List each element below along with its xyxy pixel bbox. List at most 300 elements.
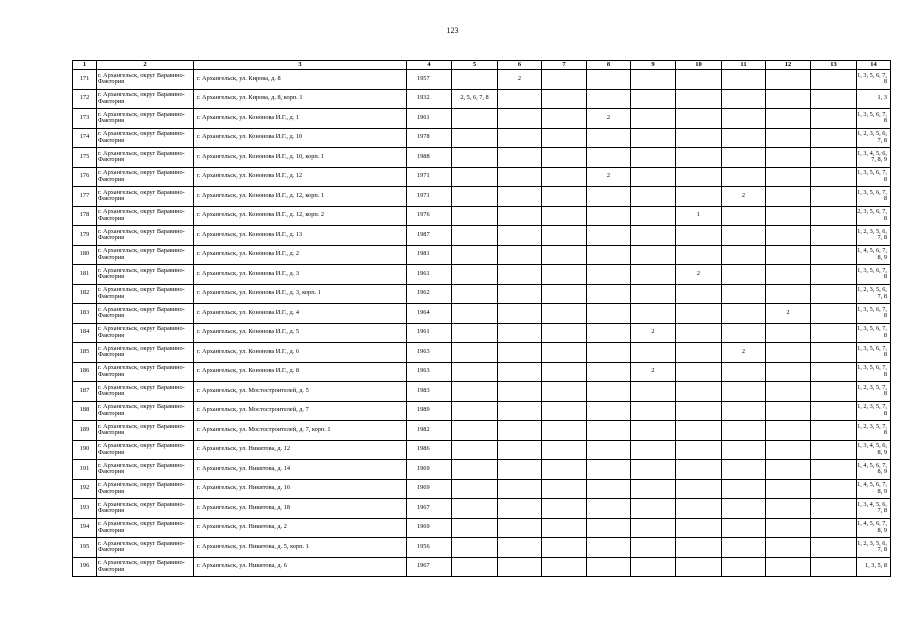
year-cell: 1971 xyxy=(407,187,452,207)
col7-cell xyxy=(542,187,587,207)
column-header-1: 1 xyxy=(73,61,97,70)
col14-cell: 1, 3, 5, 6, 7, 8 xyxy=(857,109,891,129)
col9-cell xyxy=(631,148,676,168)
address-cell: г. Архангельск, ул. Кононова И.Г., д. 12, корп. 2 xyxy=(194,206,407,226)
col11-cell xyxy=(722,460,766,480)
district-cell: г. Архангельск, округ Варавино-Фактория xyxy=(97,284,194,304)
col7-cell xyxy=(542,89,587,109)
row-number: 194 xyxy=(73,518,97,538)
col13-cell xyxy=(811,382,857,402)
col5-cell xyxy=(452,128,498,148)
col13-cell xyxy=(811,128,857,148)
col6-cell xyxy=(498,460,542,480)
district-cell: г. Архангельск, округ Варавино-Фактория xyxy=(97,499,194,519)
col13-cell xyxy=(811,284,857,304)
col14-cell: 1, 3, 5, 8 xyxy=(857,557,891,577)
col11-cell xyxy=(722,284,766,304)
col5-cell xyxy=(452,109,498,129)
header-row xyxy=(73,61,891,70)
col13-cell xyxy=(811,89,857,109)
col12-cell xyxy=(766,557,811,577)
col9-cell xyxy=(631,304,676,324)
col12-cell xyxy=(766,167,811,187)
table-row xyxy=(73,284,891,304)
table-row xyxy=(73,382,891,402)
district-cell: г. Архангельск, округ Варавино-Фактория xyxy=(97,148,194,168)
col12-cell xyxy=(766,206,811,226)
col12-cell xyxy=(766,89,811,109)
col11-cell xyxy=(722,89,766,109)
table-row xyxy=(73,479,891,499)
col5-cell xyxy=(452,226,498,246)
col6-cell xyxy=(498,206,542,226)
row-number: 188 xyxy=(73,401,97,421)
col11-cell xyxy=(722,362,766,382)
col7-cell xyxy=(542,226,587,246)
col7-cell xyxy=(542,518,587,538)
col14-cell: 1, 3, 5, 6, 7, 8 xyxy=(857,167,891,187)
row-number: 187 xyxy=(73,382,97,402)
address-cell: г. Архангельск, ул. Мостостроителей, д. 7, корп. 1 xyxy=(194,421,407,441)
row-number: 191 xyxy=(73,460,97,480)
address-cell: г. Архангельск, ул. Кононова И.Г., д. 3, корп. 1 xyxy=(194,284,407,304)
col12-cell xyxy=(766,382,811,402)
year-cell: 1956 xyxy=(407,538,452,558)
column-header-6: 6 xyxy=(498,61,542,70)
district-cell: г. Архангельск, округ Варавино-Фактория xyxy=(97,245,194,265)
col6-cell xyxy=(498,538,542,558)
col13-cell xyxy=(811,518,857,538)
col13-cell xyxy=(811,187,857,207)
col5-cell xyxy=(452,265,498,285)
district-cell: г. Архангельск, округ Варавино-Фактория xyxy=(97,421,194,441)
col13-cell xyxy=(811,206,857,226)
row-number: 195 xyxy=(73,538,97,558)
address-cell: г. Архангельск, ул. Кирова, д. 8 xyxy=(194,70,407,90)
address-cell: г. Архангельск, ул. Никитова, д. 14 xyxy=(194,460,407,480)
table-row xyxy=(73,187,891,207)
col10-cell xyxy=(676,128,722,148)
table-row xyxy=(73,128,891,148)
col8-cell xyxy=(587,187,631,207)
column-header-5: 5 xyxy=(452,61,498,70)
col11-cell xyxy=(722,304,766,324)
col6-cell xyxy=(498,499,542,519)
col6-cell xyxy=(498,401,542,421)
district-cell: г. Архангельск, округ Варавино-Фактория xyxy=(97,167,194,187)
col5-cell xyxy=(452,479,498,499)
district-cell: г. Архангельск, округ Варавино-Фактория xyxy=(97,109,194,129)
col7-cell xyxy=(542,362,587,382)
col7-cell xyxy=(542,148,587,168)
col11-cell xyxy=(722,70,766,90)
column-header-8: 8 xyxy=(587,61,631,70)
row-number: 196 xyxy=(73,557,97,577)
district-cell: г. Архангельск, округ Варавино-Фактория xyxy=(97,518,194,538)
column-header-13: 13 xyxy=(811,61,857,70)
col10-cell xyxy=(676,323,722,343)
col7-cell xyxy=(542,343,587,363)
table-row xyxy=(73,226,891,246)
table-row xyxy=(73,206,891,226)
col11-cell xyxy=(722,518,766,538)
col8-cell xyxy=(587,148,631,168)
col12-cell xyxy=(766,226,811,246)
column-header-3: 3 xyxy=(194,61,407,70)
district-cell: г. Архангельск, округ Варавино-Фактория xyxy=(97,89,194,109)
col13-cell xyxy=(811,479,857,499)
year-cell: 1976 xyxy=(407,206,452,226)
col11-cell xyxy=(722,167,766,187)
col7-cell xyxy=(542,421,587,441)
row-number: 182 xyxy=(73,284,97,304)
col5-cell xyxy=(452,460,498,480)
col7-cell xyxy=(542,284,587,304)
col11-cell xyxy=(722,421,766,441)
table-row xyxy=(73,109,891,129)
column-header-14: 14 xyxy=(857,61,891,70)
year-cell: 1932 xyxy=(407,89,452,109)
col8-cell xyxy=(587,479,631,499)
col13-cell xyxy=(811,499,857,519)
col6-cell xyxy=(498,284,542,304)
col14-cell: 1, 3, 4, 5, 6, 7, 8 xyxy=(857,499,891,519)
column-header-10: 10 xyxy=(676,61,722,70)
col6-cell xyxy=(498,226,542,246)
col5-cell: 2, 5, 6, 7, 8 xyxy=(452,89,498,109)
table-row xyxy=(73,148,891,168)
row-number: 178 xyxy=(73,206,97,226)
col5-cell xyxy=(452,421,498,441)
col10-cell xyxy=(676,518,722,538)
address-cell: г. Архангельск, ул. Кононова И.Г., д. 8 xyxy=(194,362,407,382)
year-cell: 1961 xyxy=(407,265,452,285)
address-cell: г. Архангельск, ул. Кононова И.Г., д. 10 xyxy=(194,128,407,148)
col8-cell xyxy=(587,89,631,109)
col6-cell xyxy=(498,323,542,343)
year-cell: 1962 xyxy=(407,284,452,304)
col9-cell xyxy=(631,245,676,265)
year-cell: 1961 xyxy=(407,109,452,129)
row-number: 193 xyxy=(73,499,97,519)
col6-cell xyxy=(498,382,542,402)
col14-cell: 1, 3, 5, 6, 7, 8 xyxy=(857,362,891,382)
row-number: 189 xyxy=(73,421,97,441)
address-cell: г. Архангельск, ул. Кононова И.Г., д. 1 xyxy=(194,109,407,129)
row-number: 173 xyxy=(73,109,97,129)
table-row xyxy=(73,557,891,577)
col5-cell xyxy=(452,557,498,577)
col6-cell xyxy=(498,362,542,382)
col9-cell xyxy=(631,479,676,499)
col8-cell xyxy=(587,460,631,480)
col8-cell xyxy=(587,440,631,460)
table-row xyxy=(73,421,891,441)
col6-cell xyxy=(498,440,542,460)
col11-cell xyxy=(722,226,766,246)
col5-cell xyxy=(452,343,498,363)
col9-cell xyxy=(631,226,676,246)
col14-cell: 1, 4, 5, 6, 7, 8, 9 xyxy=(857,460,891,480)
col10-cell xyxy=(676,362,722,382)
address-cell: г. Архангельск, ул. Кононова И.Г., д. 12, корп. 1 xyxy=(194,187,407,207)
year-cell: 1988 xyxy=(407,148,452,168)
col12-cell xyxy=(766,401,811,421)
row-number: 180 xyxy=(73,245,97,265)
district-cell: г. Архангельск, округ Варавино-Фактория xyxy=(97,226,194,246)
year-cell: 1963 xyxy=(407,362,452,382)
district-cell: г. Архангельск, округ Варавино-Фактория xyxy=(97,382,194,402)
district-cell: г. Архангельск, округ Варавино-Фактория xyxy=(97,440,194,460)
table-row xyxy=(73,167,891,187)
col13-cell xyxy=(811,167,857,187)
col7-cell xyxy=(542,479,587,499)
table-row xyxy=(73,499,891,519)
col7-cell xyxy=(542,460,587,480)
col13-cell xyxy=(811,304,857,324)
col11-cell xyxy=(722,109,766,129)
col8-cell xyxy=(587,304,631,324)
col8-cell xyxy=(587,382,631,402)
col8-cell xyxy=(587,499,631,519)
year-cell: 1969 xyxy=(407,479,452,499)
col9-cell xyxy=(631,538,676,558)
col5-cell xyxy=(452,284,498,304)
col13-cell xyxy=(811,70,857,90)
page-number: 123 xyxy=(446,26,459,35)
col10-cell xyxy=(676,460,722,480)
col12-cell xyxy=(766,265,811,285)
col9-cell: 2 xyxy=(631,323,676,343)
address-cell: г. Архангельск, ул. Кононова И.Г., д. 12 xyxy=(194,167,407,187)
col10-cell xyxy=(676,557,722,577)
table-row xyxy=(73,304,891,324)
col12-cell xyxy=(766,499,811,519)
col14-cell: 1, 3, 5, 6, 7, 8 xyxy=(857,304,891,324)
col10-cell xyxy=(676,304,722,324)
col13-cell xyxy=(811,226,857,246)
col6-cell xyxy=(498,557,542,577)
col5-cell xyxy=(452,518,498,538)
col7-cell xyxy=(542,128,587,148)
col9-cell xyxy=(631,460,676,480)
col9-cell: 2 xyxy=(631,362,676,382)
address-cell: г. Архангельск, ул. Кононова И.Г., д. 10, корп. 1 xyxy=(194,148,407,168)
col9-cell xyxy=(631,440,676,460)
year-cell: 1964 xyxy=(407,304,452,324)
col8-cell xyxy=(587,343,631,363)
year-cell: 1957 xyxy=(407,70,452,90)
col14-cell: 1, 2, 3, 5, 7, 8 xyxy=(857,382,891,402)
year-cell: 1967 xyxy=(407,499,452,519)
table-row xyxy=(73,89,891,109)
address-cell: г. Архангельск, ул. Никитова, д. 12 xyxy=(194,440,407,460)
district-cell: г. Архангельск, округ Варавино-Фактория xyxy=(97,401,194,421)
col5-cell xyxy=(452,401,498,421)
col14-cell: 1, 3, 5, 6, 7, 8 xyxy=(857,70,891,90)
col10-cell xyxy=(676,538,722,558)
column-header-9: 9 xyxy=(631,61,676,70)
table-row xyxy=(73,265,891,285)
col10-cell: 2 xyxy=(676,265,722,285)
district-cell: г. Архангельск, округ Варавино-Фактория xyxy=(97,206,194,226)
col6-cell xyxy=(498,167,542,187)
col14-cell: 1, 3, 4, 5, 6, 7, 8, 9 xyxy=(857,148,891,168)
address-cell: г. Архангельск, ул. Никитова, д. 2 xyxy=(194,518,407,538)
table-row xyxy=(73,518,891,538)
col5-cell xyxy=(452,206,498,226)
buildings-table xyxy=(72,60,891,577)
col9-cell xyxy=(631,70,676,90)
year-cell: 1989 xyxy=(407,401,452,421)
col8-cell xyxy=(587,323,631,343)
col9-cell xyxy=(631,187,676,207)
district-cell: г. Архангельск, округ Варавино-Фактория xyxy=(97,128,194,148)
col14-cell: 1, 4, 5, 6, 7, 8, 9 xyxy=(857,518,891,538)
col11-cell xyxy=(722,128,766,148)
column-header-4: 4 xyxy=(407,61,452,70)
col11-cell xyxy=(722,382,766,402)
address-cell: г. Архангельск, ул. Кононова И.Г., д. 6 xyxy=(194,343,407,363)
col11-cell: 2 xyxy=(722,187,766,207)
col9-cell xyxy=(631,284,676,304)
col7-cell xyxy=(542,499,587,519)
col6-cell xyxy=(498,343,542,363)
table-row xyxy=(73,323,891,343)
col11-cell xyxy=(722,479,766,499)
col8-cell xyxy=(587,421,631,441)
col8-cell xyxy=(587,538,631,558)
district-cell: г. Архангельск, округ Варавино-Фактория xyxy=(97,70,194,90)
district-cell: г. Архангельск, округ Варавино-Фактория xyxy=(97,538,194,558)
col14-cell: 1, 4, 5, 6, 7, 8, 9 xyxy=(857,479,891,499)
row-number: 186 xyxy=(73,362,97,382)
col9-cell xyxy=(631,206,676,226)
row-number: 175 xyxy=(73,148,97,168)
col14-cell: 1, 2, 3, 5, 7, 8 xyxy=(857,421,891,441)
table-body xyxy=(73,70,891,577)
col12-cell xyxy=(766,187,811,207)
year-cell: 1971 xyxy=(407,167,452,187)
col11-cell xyxy=(722,499,766,519)
col5-cell xyxy=(452,323,498,343)
address-cell: г. Архангельск, ул. Кононова И.Г., д. 13 xyxy=(194,226,407,246)
address-cell: г. Архангельск, ул. Никитова, д. 5, корп. 1 xyxy=(194,538,407,558)
district-cell: г. Архангельск, округ Варавино-Фактория xyxy=(97,265,194,285)
col12-cell xyxy=(766,518,811,538)
col11-cell: 2 xyxy=(722,343,766,363)
col9-cell xyxy=(631,109,676,129)
row-number: 181 xyxy=(73,265,97,285)
column-header-7: 7 xyxy=(542,61,587,70)
col11-cell xyxy=(722,440,766,460)
col14-cell: 1, 3, 5, 6, 7, 8 xyxy=(857,265,891,285)
col10-cell xyxy=(676,245,722,265)
col7-cell xyxy=(542,304,587,324)
table-row xyxy=(73,460,891,480)
address-cell: г. Архангельск, ул. Мостостроителей, д. 5 xyxy=(194,382,407,402)
col14-cell: 1, 4, 5, 6, 7, 8, 9 xyxy=(857,245,891,265)
column-header-12: 12 xyxy=(766,61,811,70)
col6-cell xyxy=(498,265,542,285)
col10-cell xyxy=(676,89,722,109)
col12-cell xyxy=(766,323,811,343)
address-cell: г. Архангельск, ул. Никитова, д. 6 xyxy=(194,557,407,577)
col5-cell xyxy=(452,499,498,519)
col5-cell xyxy=(452,187,498,207)
col8-cell: 2 xyxy=(587,167,631,187)
col9-cell xyxy=(631,518,676,538)
col10-cell xyxy=(676,284,722,304)
table-row xyxy=(73,538,891,558)
col10-cell xyxy=(676,226,722,246)
col9-cell xyxy=(631,401,676,421)
col6-cell xyxy=(498,518,542,538)
row-number: 192 xyxy=(73,479,97,499)
col9-cell xyxy=(631,557,676,577)
col5-cell xyxy=(452,382,498,402)
col5-cell xyxy=(452,245,498,265)
district-cell: г. Архангельск, округ Варавино-Фактория xyxy=(97,362,194,382)
district-cell: г. Архангельск, округ Варавино-Фактория xyxy=(97,479,194,499)
year-cell: 1982 xyxy=(407,421,452,441)
col12-cell xyxy=(766,128,811,148)
address-cell: г. Архангельск, ул. Никитова, д. 18 xyxy=(194,499,407,519)
col7-cell xyxy=(542,382,587,402)
col11-cell xyxy=(722,245,766,265)
col13-cell xyxy=(811,460,857,480)
row-number: 177 xyxy=(73,187,97,207)
column-header-11: 11 xyxy=(722,61,766,70)
col8-cell xyxy=(587,245,631,265)
table-row xyxy=(73,70,891,90)
col10-cell xyxy=(676,109,722,129)
address-cell: г. Архангельск, ул. Никитова, д. 16 xyxy=(194,479,407,499)
col12-cell xyxy=(766,343,811,363)
col7-cell xyxy=(542,401,587,421)
col9-cell xyxy=(631,421,676,441)
col14-cell: 1, 2, 3, 5, 6, 7, 8 xyxy=(857,226,891,246)
col5-cell xyxy=(452,70,498,90)
col11-cell xyxy=(722,323,766,343)
col12-cell xyxy=(766,148,811,168)
col9-cell xyxy=(631,265,676,285)
col10-cell xyxy=(676,382,722,402)
col10-cell xyxy=(676,479,722,499)
col14-cell: 1, 3 xyxy=(857,89,891,109)
col7-cell xyxy=(542,440,587,460)
year-cell: 1981 xyxy=(407,245,452,265)
col13-cell xyxy=(811,401,857,421)
year-cell: 1969 xyxy=(407,460,452,480)
table-row xyxy=(73,362,891,382)
col8-cell xyxy=(587,226,631,246)
col12-cell xyxy=(766,362,811,382)
col8-cell xyxy=(587,128,631,148)
col11-cell xyxy=(722,538,766,558)
address-cell: г. Архангельск, ул. Кононова И.Г., д. 2 xyxy=(194,245,407,265)
col7-cell xyxy=(542,245,587,265)
col8-cell xyxy=(587,557,631,577)
district-cell: г. Архангельск, округ Варавино-Фактория xyxy=(97,460,194,480)
col8-cell: 2 xyxy=(587,109,631,129)
district-cell: г. Архангельск, округ Варавино-Фактория xyxy=(97,557,194,577)
district-cell: г. Архангельск, округ Варавино-Фактория xyxy=(97,323,194,343)
address-cell: г. Архангельск, ул. Кононова И.Г., д. 5 xyxy=(194,323,407,343)
col13-cell xyxy=(811,362,857,382)
col9-cell xyxy=(631,499,676,519)
col5-cell xyxy=(452,167,498,187)
